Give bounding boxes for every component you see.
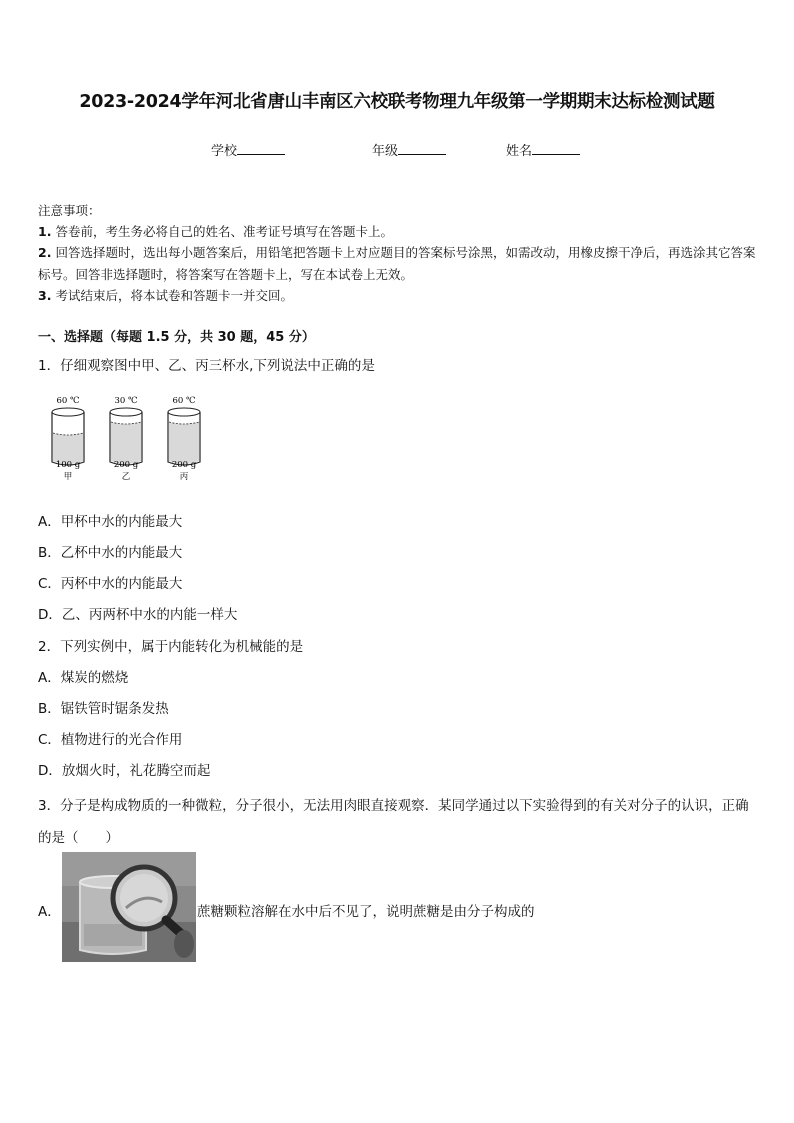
beaker-bing <box>168 396 200 482</box>
beaker-jia <box>52 396 84 482</box>
beaker-yi <box>110 396 142 482</box>
q2-option-b: B．锯铁管时锯条发热 <box>38 701 169 717</box>
name-field <box>506 140 580 159</box>
q1-option-d: D．乙、丙两杯中水的内能一样大 <box>38 607 238 623</box>
grade-label: 年级 <box>372 144 399 159</box>
notice-item-num: 2. <box>38 245 52 260</box>
beaker-mass: 200 g <box>171 460 197 470</box>
section-title: 一、选择题（每题 1.5 分，共 30 题，45 分） <box>38 330 315 345</box>
notice-item-num: 1. <box>38 224 52 239</box>
notice-item-text: 答卷前，考生务必将自己的姓名、准考证号填写在答题卡上。 <box>55 224 393 239</box>
grade-blank <box>398 141 446 155</box>
beaker-temp: 60 ℃ <box>172 396 196 406</box>
q3-stem: 3．分子是构成物质的一种微粒，分子很小，无法用肉眼直接观察．某同学通过以下实验得到的有关对分子的认识，正确的是（ ） <box>38 798 749 846</box>
notice-item-2 <box>38 242 756 285</box>
beaker-temp: 60 ℃ <box>56 396 80 406</box>
q2-stem: 2．下列实例中，属于内能转化为机械能的是 <box>38 639 304 655</box>
q3-option-a-label: A． <box>38 904 61 920</box>
q3-option-a-text: 蔗糖颗粒溶解在水中后不见了，说明蔗糖是由分子构成的 <box>197 904 535 920</box>
q1-option-c: C．丙杯中水的内能最大 <box>38 576 183 592</box>
q1-option-a: A．甲杯中水的内能最大 <box>38 514 183 530</box>
q1-stem: 1．仔细观察图中甲、乙、丙三杯水,下列说法中正确的是 <box>38 358 375 374</box>
page-title: 2023-2024学年河北省唐山丰南区六校联考物理九年级第一学期期末达标检测试题 <box>79 92 715 112</box>
magnifier-photo <box>62 852 196 962</box>
name-label: 姓名 <box>506 144 533 159</box>
beaker-temp: 30 ℃ <box>114 396 138 406</box>
q1-beakers-figure <box>38 392 218 484</box>
grade-field <box>372 140 446 159</box>
notice-heading: 注意事项： <box>38 203 101 218</box>
school-label: 学校 <box>211 144 238 159</box>
notice-item-3 <box>38 285 756 307</box>
beaker-label: 丙 <box>179 472 189 482</box>
notice-item-text: 考试结束后，将本试卷和答题卡一并交回。 <box>55 288 293 303</box>
q2-option-a: A．煤炭的燃烧 <box>38 670 129 686</box>
notice-item-num: 3. <box>38 288 52 303</box>
q2-option-c: C．植物进行的光合作用 <box>38 732 183 748</box>
beaker-mass: 200 g <box>113 460 139 470</box>
q2-option-d: D．放烟火时，礼花腾空而起 <box>38 763 211 779</box>
beaker-label: 乙 <box>121 472 131 482</box>
q1-option-b: B．乙杯中水的内能最大 <box>38 545 183 561</box>
beaker-label: 甲 <box>63 472 73 482</box>
notice-item-text: 回答选择题时，选出每小题答案后，用铅笔把答题卡上对应题目的答案标号涂黑，如需改动，用橡皮擦干净后，再选涂其它答案标号。回答非选择题时，将答案写在答题卡上，写在本试卷上无效。 <box>38 245 756 282</box>
school-blank <box>237 141 285 155</box>
name-blank <box>532 141 580 155</box>
notice-item-1 <box>38 221 756 243</box>
school-field <box>211 140 285 159</box>
beaker-mass: 100 g <box>55 460 81 470</box>
